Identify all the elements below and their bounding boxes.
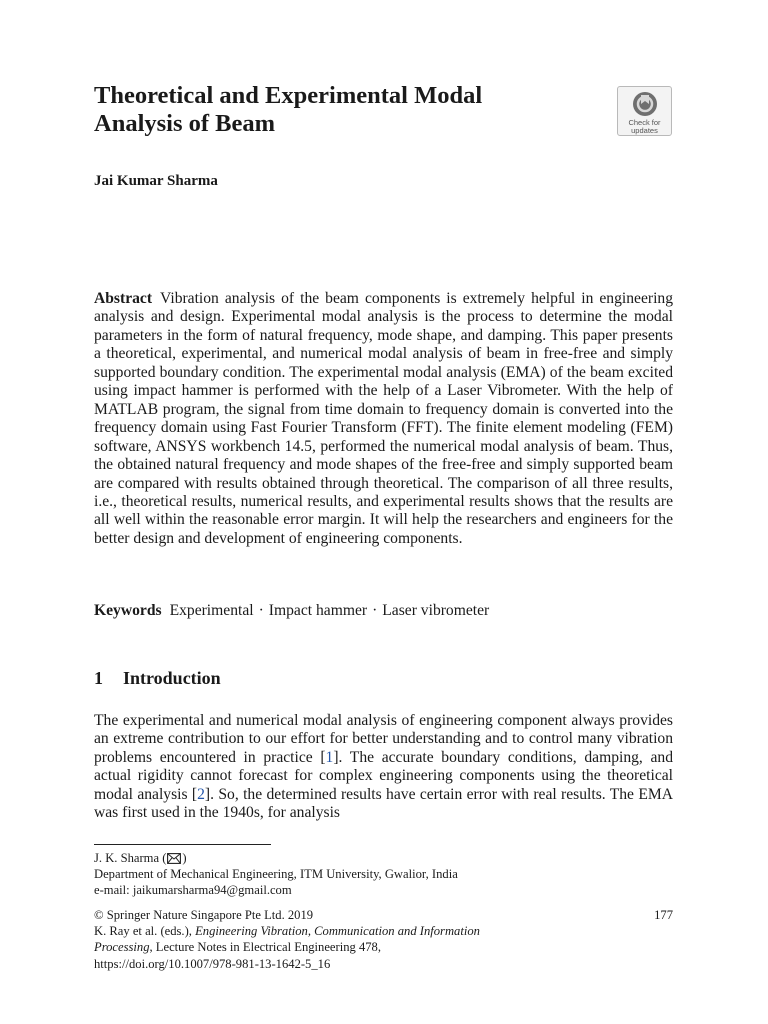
abstract (94, 290, 673, 548)
introduction-paragraph (94, 712, 673, 823)
paper-title (94, 82, 594, 138)
envelope-icon[interactable] (167, 853, 181, 864)
section-heading (94, 667, 221, 689)
footnote-author-close: ) (182, 851, 187, 865)
abstract-label: Abstract (94, 290, 153, 307)
keyword: Impact hammer (268, 602, 368, 619)
copyright-line: © Springer Nature Singapore Pte Ltd. 2019 (94, 908, 314, 922)
series-info: , Lecture Notes in Electrical Engineering 478, (149, 940, 381, 955)
intro-text-part: ]. The accurate boundary conditions, damping, and actual rigidity cannot forecast for complex engineering components using the theoretical modal analysis [ (94, 748, 673, 803)
check-for-updates-badge[interactable] (617, 86, 672, 136)
footnote-author-line (94, 850, 673, 866)
check-updates-icon (632, 91, 658, 117)
keywords (94, 602, 673, 620)
section-number: 1 (94, 668, 103, 688)
abstract-text: Vibration analysis of the beam components is extremely helpful in engineering analysis and design. Experimental modal analysis is the process to determine the modal parameters in the form of natural frequency, mode shape, and damping. This paper presents a theoretical, experimental, and numerical modal analysis of beam in free-free and simply supported boundary condition. The experimental modal analysis (EMA) of the beam excited using impact hammer is performed with the help of a Laser Vibrometer. With the help of MATLAB program, the signal from time domain to frequency domain is converted into the frequency domain using Fast Fourier Transform (FFT). The finite element modeling (FEM) software, ANSYS workbench 14.5, performed the numerical modal analysis of beam. Thus, the obtained natural frequency and mode shapes of the free-free and simply supported beam are compared with results obtained through theoretical. The comparison of all three results, i.e., theoretical results, numerical results, and experimental results shows that the results are all well within the reasonable error margin. It will help the researchers and engineers for the better design and development of engineering components. (94, 290, 673, 547)
badge-label-line-2: updates (631, 125, 658, 135)
keywords-label: Keywords (94, 602, 162, 619)
keyword-separator: · (372, 602, 378, 619)
doi-link[interactable]: https://doi.org/10.1007/978-981-13-1642-5_16 (94, 956, 331, 971)
badge-label-line-1: Check for (628, 118, 661, 127)
keyword: Laser vibrometer (382, 602, 490, 619)
book-title: Engineering Vibration, Communication and Information (195, 924, 480, 939)
citation-link[interactable]: 2 (197, 785, 205, 803)
series-line (94, 939, 673, 955)
title-line-2: Analysis of Beam (94, 110, 276, 137)
section-title: Introduction (123, 668, 221, 688)
title-line-1: Theoretical and Experimental Modal (94, 82, 483, 109)
author-name: Jai Kumar Sharma (94, 173, 218, 189)
intro-text-part: The experimental and numerical modal analysis of engineering component always provides an extreme contribution to our effort for better understanding and to control many vibration problems encountered in practice [ (94, 712, 673, 766)
footnote-affiliation: Department of Mechanical Engineering, ITM University, Gwalior, India (94, 867, 458, 882)
page-number: 177 (654, 908, 673, 922)
book-title-continued: Processing (94, 940, 150, 955)
keyword: Experimental (169, 602, 254, 619)
badge-label (618, 119, 671, 134)
footnote-author: J. K. Sharma ( (94, 851, 167, 865)
editors: K. Ray et al. (eds.), (94, 924, 196, 939)
keyword-separator: · (258, 602, 264, 619)
footnote-email[interactable]: e-mail: jaikumarsharma94@gmail.com (94, 883, 292, 898)
footnote-divider (94, 844, 271, 845)
intro-text-part: ]. So, the determined results have certain error with real results. The EMA was first used in the 1940s, for analysis (94, 785, 673, 822)
author-footnote (94, 850, 673, 899)
book-line (94, 923, 673, 939)
publication-info (94, 907, 673, 972)
citation-link[interactable]: 1 (325, 748, 334, 766)
